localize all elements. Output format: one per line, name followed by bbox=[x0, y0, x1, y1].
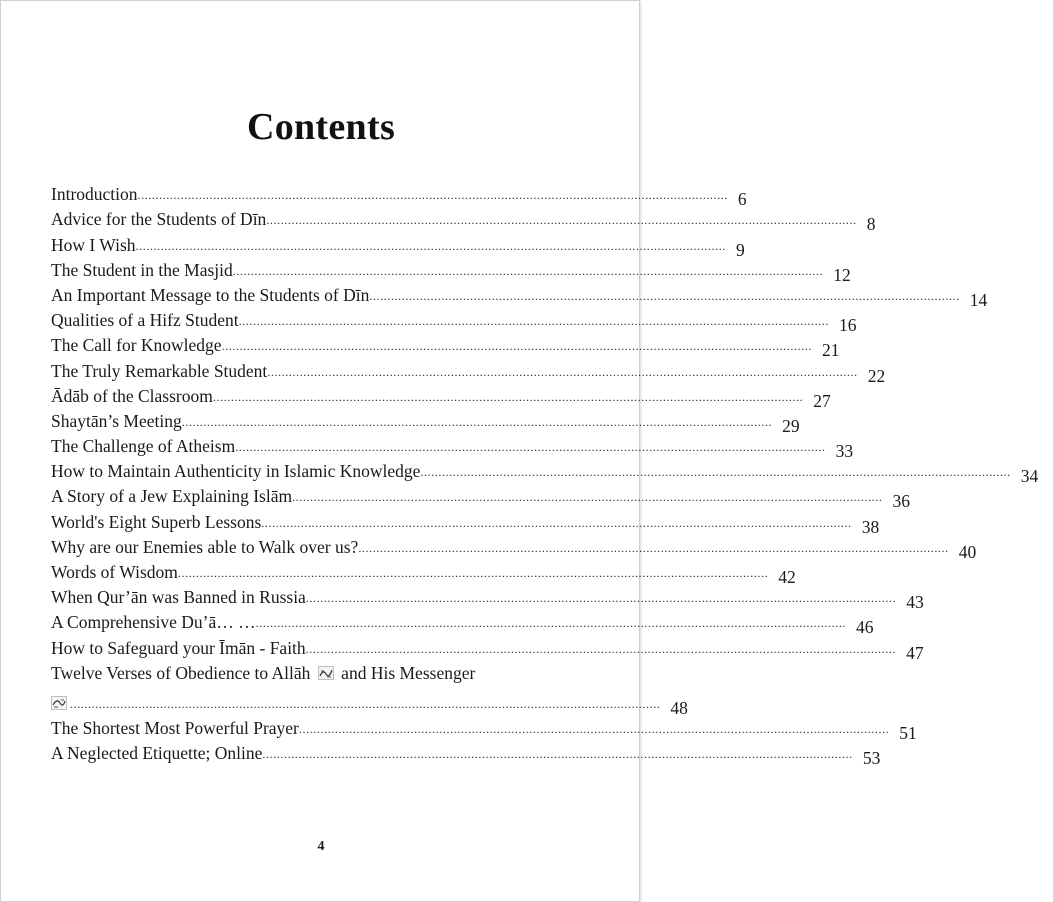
toc-entry-label: Qualities of a Hifz Student bbox=[51, 310, 239, 331]
toc-entry-two-line bbox=[51, 658, 688, 718]
toc-entry bbox=[51, 229, 745, 260]
toc-entry-label: World's Eight Superb Lessons bbox=[51, 511, 262, 532]
dot-leader: .................................................................................................................................................................... bbox=[305, 591, 897, 606]
toc-entry bbox=[51, 713, 917, 743]
toc-entry bbox=[51, 280, 988, 310]
toc-entry bbox=[51, 431, 854, 462]
toc-entry-page: 9 bbox=[735, 239, 745, 260]
toc-entry-label: An Important Message to the Students of Dīn bbox=[51, 284, 370, 305]
toc-entry-label: The Shortest Most Powerful Prayer bbox=[51, 717, 299, 738]
dot-leader: .................................................................................................................................................................... bbox=[137, 188, 728, 203]
toc-entry bbox=[51, 607, 874, 638]
dot-leader: .................................................................................................................................................................... bbox=[267, 364, 858, 379]
toc-entry-label: A Comprehensive Du’ā… … bbox=[51, 612, 256, 633]
dot-leader: .................................................................................................................................................................... bbox=[221, 339, 812, 354]
toc-entry-label: The Challenge of Atheism bbox=[51, 436, 236, 457]
toc-entry-page: 21 bbox=[821, 340, 840, 361]
calligraphy-glyph-icon bbox=[51, 696, 67, 710]
toc-entry bbox=[51, 179, 747, 210]
toc-entry-page: 53 bbox=[862, 747, 881, 768]
dot-leader: .................................................................................................................................................................... bbox=[235, 440, 826, 455]
dot-leader: .................................................................................................................................................................... bbox=[177, 566, 769, 580]
toc-entry-label: Words of Wisdom bbox=[51, 562, 178, 582]
dot-leader: .................................................................................................................................................................... bbox=[369, 288, 960, 303]
calligraphy-glyph-icon bbox=[318, 666, 334, 680]
toc-entry bbox=[51, 355, 886, 386]
dot-leader: .................................................................................................................................................................... bbox=[255, 616, 847, 631]
toc-entry-page: 6 bbox=[737, 189, 747, 210]
toc-entry bbox=[51, 481, 910, 512]
toc-entry-page: 8 bbox=[866, 214, 876, 235]
page-number: 4 bbox=[317, 839, 325, 854]
toc-entry-label: How to Maintain Authenticity in Islamic Knowledge bbox=[51, 461, 421, 482]
toc-entry-page: 27 bbox=[813, 390, 831, 411]
toc-entry bbox=[51, 632, 924, 663]
toc-entry-page: 46 bbox=[856, 617, 874, 638]
toc-entry-page: 12 bbox=[833, 264, 851, 285]
toc-entry bbox=[51, 381, 831, 411]
toc-entry-page: 42 bbox=[778, 567, 796, 587]
dot-leader: .................................................................................................................................................................... bbox=[181, 414, 773, 429]
toc-entry bbox=[51, 557, 796, 587]
toc-entry bbox=[51, 738, 881, 768]
toc-entry-label: How to Safeguard your Īmān - Faith bbox=[51, 637, 306, 658]
toc-entry-page: 43 bbox=[906, 592, 924, 613]
toc-entry-page: 34 bbox=[1020, 466, 1039, 487]
toc-entry-page: 47 bbox=[906, 642, 924, 663]
page-title: Contents bbox=[246, 106, 396, 148]
toc-entry bbox=[51, 305, 857, 336]
toc-entry-label: Advice for the Students of Dīn bbox=[51, 209, 267, 230]
table-of-contents bbox=[51, 179, 1039, 768]
dot-leader: .................................................................................................................................................................... bbox=[261, 515, 852, 530]
dot-leader: .................................................................................................................................................................... bbox=[232, 263, 824, 278]
toc-entry-page: 48 bbox=[670, 697, 688, 718]
toc-entry bbox=[51, 532, 977, 562]
toc-entry-page: 33 bbox=[835, 441, 854, 462]
dot-leader: .................................................................................................................................................................... bbox=[420, 465, 1011, 480]
toc-entry-label: A Story of a Jew Explaining Islām bbox=[51, 486, 293, 507]
toc-entry-page: 16 bbox=[839, 315, 857, 336]
toc-entry-label: Introduction bbox=[51, 184, 138, 205]
toc-entry-page: 22 bbox=[867, 365, 886, 386]
toc-entry-page: 14 bbox=[969, 289, 988, 310]
dot-leader: .................................................................................................................................................................... bbox=[266, 213, 857, 228]
toc-entry bbox=[51, 456, 1039, 487]
toc-entry bbox=[51, 204, 876, 235]
toc-entry bbox=[51, 506, 880, 537]
toc-entry-page: 29 bbox=[782, 415, 800, 436]
toc-entry bbox=[51, 582, 924, 613]
toc-entry-second-line bbox=[51, 687, 688, 718]
toc-entry-label: How I Wish bbox=[51, 234, 136, 255]
toc-entry-label: The Truly Remarkable Student bbox=[51, 360, 268, 381]
dot-leader: .................................................................................................................................................................... bbox=[135, 238, 726, 253]
dot-leader: .................................................................................................................................................................... bbox=[238, 314, 830, 329]
toc-entry bbox=[51, 330, 840, 361]
toc-entry-label: The Call for Knowledge bbox=[51, 335, 222, 356]
toc-entry-label: A Neglected Etiquette; Online bbox=[51, 742, 263, 763]
toc-entry-label: The Student in the Masjid bbox=[51, 259, 233, 280]
toc-entry-page: 38 bbox=[861, 516, 880, 537]
dot-leader: .................................................................................................................................................................... bbox=[298, 721, 890, 736]
toc-entry bbox=[51, 406, 800, 436]
toc-entry-label: Twelve Verses of Obedience to Allāh bbox=[51, 662, 311, 683]
toc-entry-page: 36 bbox=[892, 491, 910, 512]
toc-entry-label-line bbox=[51, 658, 591, 687]
toc-entry-page: 51 bbox=[899, 722, 917, 743]
toc-entry-label: When Qur’ān was Banned in Russia bbox=[51, 587, 306, 608]
toc-entry bbox=[51, 255, 851, 285]
dot-leader: .................................................................................................................................................................... bbox=[358, 540, 949, 555]
dot-leader: .................................................................................................................................................................... bbox=[70, 696, 661, 711]
toc-entry-label: and His Messenger bbox=[341, 662, 476, 683]
toc-entry-label: Shaytān’s Meeting bbox=[51, 410, 182, 431]
dot-leader: .................................................................................................................................................................... bbox=[212, 389, 804, 404]
dot-leader: .................................................................................................................................................................... bbox=[262, 746, 853, 761]
dot-leader: .................................................................................................................................................................... bbox=[305, 641, 897, 656]
dot-leader: .................................................................................................................................................................... bbox=[292, 490, 883, 505]
toc-entry-label: Ādāb of the Classroom bbox=[51, 385, 213, 406]
toc-entry-page: 40 bbox=[958, 541, 977, 562]
toc-entry-label: Why are our Enemies able to Walk over us? bbox=[51, 536, 359, 557]
